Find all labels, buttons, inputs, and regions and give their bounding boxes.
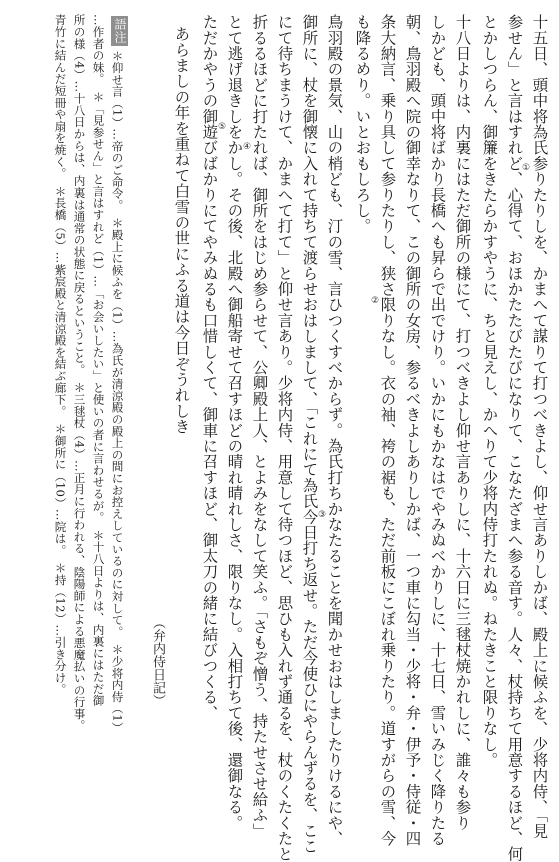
- body-line-7: 条大納言、乗り具して参りたりし、狭さ限りなし。衣の袖、袴の裾も、ただ前板にこぼれ乗りたり。道すがらの雪、今: [378, 14, 397, 847]
- marker-1: ①: [522, 163, 531, 173]
- body-line-10: 御所に、杖を御懐に入れて持ちて渡らせおはしまして、「これにて為氏今日打ち返せ。ただ今使ひにやらんずるを、ここ: [300, 14, 319, 855]
- body-line-12: 折るるほどに打たれば、御所をはじめ参らせて、公卿殿上人、とよみをなして笑ふ。「さもぞ憎う、持たせさせ給ふ」: [250, 14, 269, 839]
- body-line-3: とかしつらん、御簾をきたらかすやうに、ちと見えし、かへりて少将内侍打たれぬ。ねたきこと限りなし。: [480, 14, 499, 768]
- source-citation: （弁内侍日記）: [150, 616, 165, 707]
- marker-3: ③: [318, 510, 327, 520]
- notes-label: 語注: [113, 18, 127, 44]
- note-line-4: 青竹に結んだ短冊や扇を焼く。 ＊長橋（5）…紫宸殿と清涼殿を結ぶ廊下。 ＊御所に（10）…院は。 ＊持（12）…引き分け。: [53, 14, 68, 696]
- body-line-1: 十五日、頭中将為氏参りたりしを、かまへて謀りて打つべきよし、仰せ言ありしかば、殿上に候ふを、少将内侍、「見: [530, 14, 549, 839]
- poem-line: あらましの年を重ねて白雪の世にふる道は今日ぞうれしき: [172, 26, 191, 435]
- body-line-11: にて待ちまうけて、かまへて打て」と仰せ言あり。少将内侍、用意して待つほど、思ひも入れず通るを、杖のくたくたと: [275, 14, 294, 862]
- marker-2: ②: [371, 296, 380, 306]
- body-line-14: ただかやうの御遊びばかりにてやみぬるも口惜しくて、御車に召すほど、御太刀の緒に結びつくる、: [200, 14, 219, 721]
- body-line-4: 十八日よりは、内裏にはただ御所の様にて、打つべきよし仰せ言ありしに、十六日に三毬杖焼かれしに、誰々も参り: [453, 14, 472, 831]
- note-line-3: 所の様（4）…十八日からは、内裏は通常の状態に戻るということ。 ＊三毬杖（4）…正月に行われる、陰陽師による悪魔払いの行事。: [72, 14, 87, 732]
- marker-5: ⑤: [218, 122, 227, 132]
- body-line-6: 朝、鳥羽殿へ院の御幸なりて、この御所の女房、参るべきよしありしかば、一つ車に勾当・少将・弁・伊予・侍従・四: [403, 14, 422, 847]
- note-line-2: …作者の妹。 ＊「見参せん」と言はすれど（1）…「お会いしたい」と使いの者に言わせるが。 ＊十八日よりは、内裏にはただ御: [91, 14, 106, 707]
- body-line-8: も降るめり。いとおもしろし。: [353, 14, 372, 234]
- body-line-13: とて逃げ退きしをかし。その後、北殿へ御船寄せて召すほどの晴れ晴れしさ、限りなし。入相打ちて後、還御なる。: [225, 14, 244, 831]
- body-line-9: 鳥羽殿の景気、山の梢ども、汀の雪、言ひつくすべからず。為氏打ちかなたることを聞かせおはしましたりけるにや、: [325, 14, 344, 847]
- note-line-1: ＊仰せ言（1）…帝のご命令。 ＊殿上に候ふを（1）…為氏が清涼殿の殿上の間にお控えしているのに対して。 ＊少将内侍（1）: [110, 50, 125, 734]
- marker-4: ④: [243, 142, 252, 152]
- body-line-2: 参せん」と言はすれど、心得て、おほかたたびたびになりて、こなたざまへ参る音す。人々、杖持ちて用意するほど、何: [505, 14, 524, 862]
- body-line-5: しかども、頭中将ばかり長橋へも昇らで出でけり。いかにもかなはでやみぬべかりしに、十七日、雪いみじく降りたる: [428, 14, 447, 847]
